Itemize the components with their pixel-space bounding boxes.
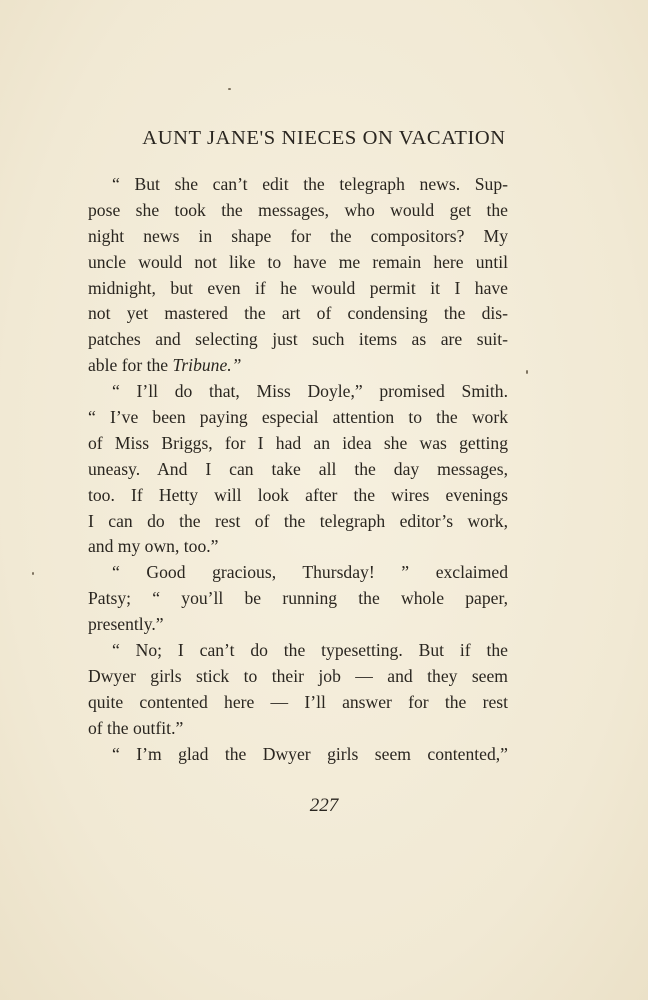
text-line	[88, 457, 508, 483]
text-line-content: able for the	[88, 355, 173, 376]
text-line-content: and my own, too.”	[88, 536, 219, 557]
text-line	[88, 612, 508, 638]
text-line-content: of Miss Briggs, for I had an idea she was getting	[88, 432, 508, 453]
text-line	[88, 198, 508, 224]
text-line	[88, 586, 508, 612]
text-line-content: “ But she can’t edit the telegraph news. Sup-	[112, 174, 508, 194]
text-line-content: of the outfit.”	[88, 717, 184, 738]
text-line	[88, 172, 508, 198]
text-line-content: “ Good gracious, Thursday! ” exclaimed	[112, 562, 508, 583]
ink-speck	[32, 572, 34, 575]
text-line-content: I can do the rest of the telegraph editor’s work,	[88, 510, 508, 531]
text-line	[88, 405, 508, 431]
text-line	[88, 534, 508, 560]
text-line	[88, 431, 508, 457]
text-line	[88, 638, 508, 664]
text-line	[88, 250, 508, 276]
text-line	[88, 742, 508, 768]
page-number: 227	[309, 795, 339, 816]
running-header: AUNT JANE'S NIECES ON VACATION	[142, 127, 506, 149]
ink-speck	[228, 88, 231, 90]
text-line	[88, 224, 508, 250]
text-line-content: uncle would not like to have me remain here until	[88, 251, 508, 272]
text-line-content: quite contented here — I’ll answer for the rest	[88, 691, 508, 712]
text-line	[88, 301, 508, 327]
italic-title: Tribune.”	[172, 355, 242, 376]
text-line	[88, 483, 508, 509]
text-line	[88, 690, 508, 716]
text-line	[88, 379, 508, 405]
text-line-content: pose she took the messages, who would get the	[88, 199, 508, 220]
text-line-content: night news in shape for the compositors? My	[88, 225, 508, 246]
ink-speck	[526, 370, 528, 374]
text-line-content: not yet mastered the art of condensing the dis-	[88, 303, 508, 324]
text-line	[88, 353, 508, 379]
text-line-content: Dwyer girls stick to their job — and they seem	[88, 665, 508, 686]
text-line-content: Patsy; “ you’ll be running the whole paper,	[88, 588, 508, 609]
text-line-content: midnight, but even if he would permit it I have	[88, 277, 508, 298]
body-text	[88, 172, 508, 767]
text-line	[88, 560, 508, 586]
text-line-content: presently.”	[88, 614, 164, 635]
text-line-content: too. If Hetty will look after the wires evenings	[88, 484, 508, 505]
text-line	[88, 327, 508, 353]
text-line-content: “ I’ve been paying especial attention to the work	[88, 407, 508, 428]
text-line	[88, 276, 508, 302]
text-line-content: “ No; I can’t do the typesetting. But if the	[112, 640, 508, 661]
text-line-content: patches and selecting just such items as are suit-	[88, 329, 508, 350]
text-line	[88, 664, 508, 690]
text-line-content: “ I’ll do that, Miss Doyle,” promised Smith.	[112, 381, 508, 402]
text-line	[88, 509, 508, 535]
text-line-content: “ I’m glad the Dwyer girls seem contented,”	[112, 743, 508, 764]
text-line	[88, 716, 508, 742]
text-line-content: uneasy. And I can take all the day messages,	[88, 458, 508, 479]
